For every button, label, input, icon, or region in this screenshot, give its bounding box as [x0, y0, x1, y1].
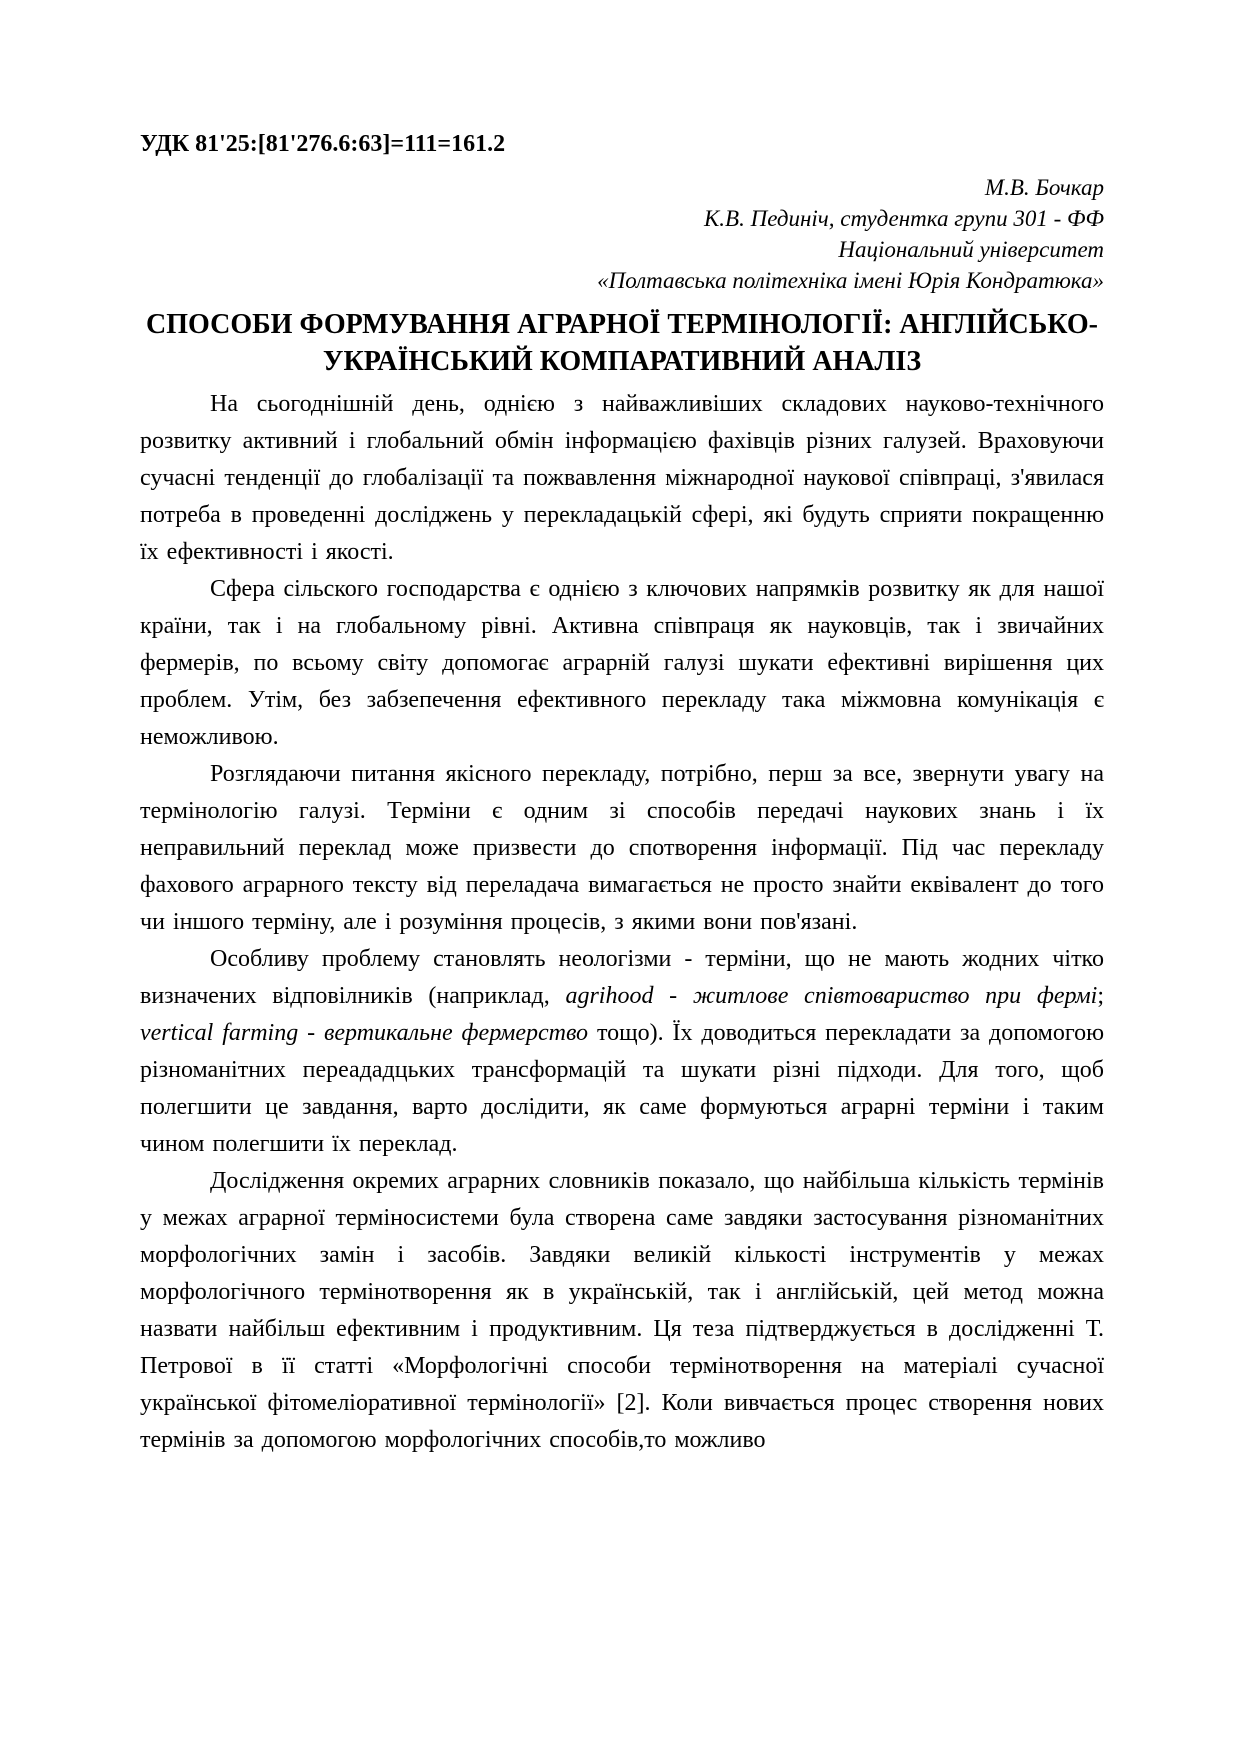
- paragraph-text: тощо). Їх доводиться перекладати за допомогою різноманітних переададцьких трансформацій та шукати різні підходи. Для того, щоб полегшити це завдання, варто дослідити, як саме формуються аграрні терміни і таким чином полегшити їх переклад.: [140, 1020, 1104, 1157]
- paragraph-text: Сфера сільского господарства є однією з ключових напрямків розвитку як для нашої країни, так і на глобальному рівні. Активна співпраця як науковців, так і звичайних фермерів, по всьому світу допомогає аграрній галузі шукати ефективні вирішення цих проблем. Утім, без забзепечення ефективного перекладу така міжмовна комунікація є неможливою.: [140, 576, 1104, 750]
- paragraph: [140, 756, 1104, 941]
- author-line: К.В. Пединіч, студентка групи 301 - ФФ: [704, 206, 1104, 231]
- paragraph-text: На сьогоднішній день, однією з найважливіших складових науково-технічного розвитку активний і глобальний обмін інформацією фахівців різних галузей. Враховуючи сучасні тенденції до глобалізації та пожвавлення міжнародної наукової співпраці, з'явилася потреба в проведенні досліджень у перекладацькій сфері, які будуть сприяти покращенню їх ефективності і якості.: [140, 391, 1104, 565]
- paragraph-text: ;: [1097, 983, 1105, 1009]
- paragraph: [140, 386, 1104, 571]
- author-line: М.В. Бочкар: [984, 175, 1104, 200]
- article-body: [140, 386, 1104, 1459]
- article-title: СПОСОБИ ФОРМУВАННЯ АГРАРНОЇ ТЕРМІНОЛОГІЇ: АНГЛІЙСЬКО-УКРАЇНСЬКИЙ КОМПАРАТИВНИЙ АНАЛІЗ: [146, 309, 1098, 377]
- term-example-italic: vertical farming - вертикальне фермерство: [140, 1020, 589, 1046]
- paragraph: [140, 941, 1104, 1163]
- term-example-italic: agrihood - житлове співтовариство при фермі: [565, 983, 1098, 1009]
- paragraph-text: Дослідження окремих аграрних словників показало, що найбільша кількість термінів у межах аграрної терміносистеми була створена саме завдяки застосування різноманітних морфологічних замін і засобів. Завдяки великій кількості інструментів у межах морфологічного термінотворення як в українській, так і англійській, цей метод можна назвати найбільш ефективним і продуктивним. Ця теза підтверджується в дослідженні Т. Петрової в її статті «Морфологічні способи термінотворення на матеріалі сучасної української фітомеліоративної термінології» [2]. Коли вивчається процес створення нових термінів за допомогою морфологічних способів,то можливо: [140, 1168, 1104, 1453]
- paragraph-text: Особливу проблему становлять неологізми - терміни, що не мають жодних чітко визначених відповілників (наприклад,: [140, 946, 1104, 1009]
- udc-classification: УДК 81'25:[81'276.6:63]=111=161.2: [140, 131, 506, 157]
- affiliation-line: «Полтавська політехніка імені Юрія Кондратюка»: [597, 268, 1104, 293]
- affiliation-line: Національний університет: [838, 237, 1104, 262]
- paragraph: [140, 1163, 1104, 1459]
- paragraph: [140, 571, 1104, 756]
- author-block: [140, 172, 1104, 296]
- paragraph-text: Розглядаючи питання якісного перекладу, потрібно, перш за все, звернути увагу на термінологію галузі. Терміни є одним зі способів передачі наукових знань і їх неправильний переклад може призвести до спотворення інформації. Під час перекладу фахового аграрного тексту від переладача вимагається не просто знайти еквівалент до того чи іншого терміну, але і розуміння процесів, з якими вони пов'язані.: [140, 761, 1104, 935]
